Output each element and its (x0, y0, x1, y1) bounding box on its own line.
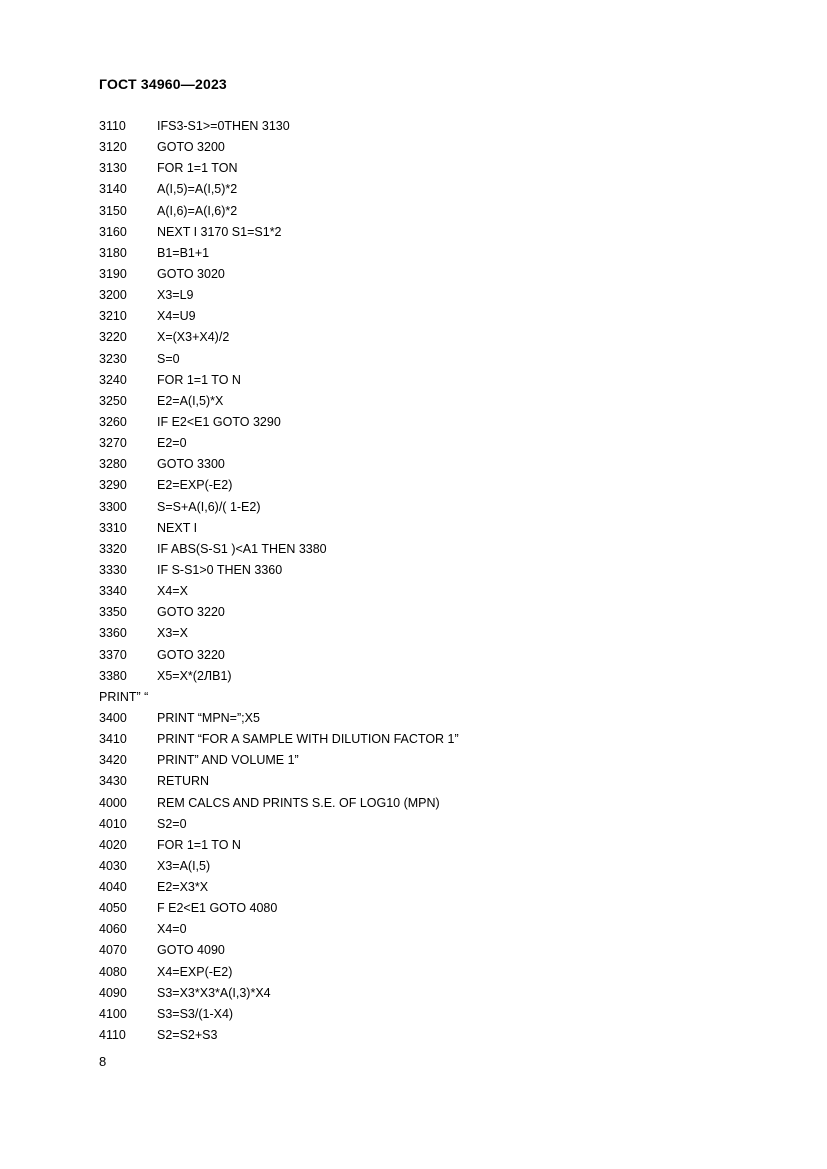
code-line (99, 750, 719, 771)
code-line (99, 940, 719, 961)
code-line (99, 919, 719, 940)
line-number: 3210 (99, 309, 127, 324)
line-statement: F E2<E1 GOTO 4080 (157, 901, 278, 916)
code-line (99, 666, 719, 687)
code-line (99, 877, 719, 898)
code-line (99, 158, 719, 179)
line-statement: IF E2<E1 GOTO 3290 (157, 414, 281, 429)
code-line (99, 793, 719, 814)
line-number: 4060 (99, 922, 127, 937)
line-number: 3280 (99, 457, 127, 472)
code-line (99, 729, 719, 750)
code-line (99, 645, 719, 666)
code-line (99, 687, 719, 708)
code-line (99, 962, 719, 983)
code-line (99, 243, 719, 264)
line-statement: RETURN (157, 774, 210, 789)
line-statement: FOR 1=1 TO N (157, 837, 241, 852)
code-line (99, 856, 719, 877)
line-statement: E2=0 (157, 436, 187, 451)
line-number: 3240 (99, 372, 127, 387)
line-number: 4050 (99, 901, 127, 916)
line-statement: NEXT I 3170 S1=S1*2 (157, 224, 282, 239)
line-number: 3180 (99, 245, 127, 260)
line-statement: X5=X*(2ЛВ1) (157, 668, 232, 683)
line-statement: GOTO 3300 (157, 457, 225, 472)
line-number: PRINT” “ (99, 689, 149, 704)
line-statement: S2=S2+S3 (157, 1028, 218, 1043)
line-number: 3380 (99, 668, 127, 683)
code-line (99, 539, 719, 560)
line-statement: S2=0 (157, 816, 187, 831)
code-line (99, 1025, 719, 1046)
line-number: 3320 (99, 541, 127, 556)
line-number: 3200 (99, 288, 127, 303)
line-statement: X4=U9 (157, 309, 196, 324)
code-line (99, 285, 719, 306)
line-number: 3230 (99, 351, 127, 366)
line-number: 3370 (99, 647, 127, 662)
line-number: 3220 (99, 330, 127, 345)
line-statement: FOR 1=1 TON (157, 161, 238, 176)
line-statement: X3=A(I,5) (157, 858, 211, 873)
line-statement: GOTO 4090 (157, 943, 225, 958)
code-line (99, 835, 719, 856)
line-statement: GOTO 3220 (157, 647, 225, 662)
line-statement: X3=X (157, 626, 188, 641)
line-number: 3290 (99, 478, 127, 493)
code-line (99, 179, 719, 200)
code-line (99, 137, 719, 158)
line-number: 3300 (99, 499, 127, 514)
line-statement: IF ABS(S-S1 )<A1 THEN 3380 (157, 541, 327, 556)
line-number: 3340 (99, 584, 127, 599)
line-number: 3250 (99, 393, 127, 408)
code-line (99, 518, 719, 539)
line-number: 3420 (99, 753, 127, 768)
line-statement: A(I,5)=A(I,5)*2 (157, 182, 238, 197)
line-statement: PRINT “FOR A SAMPLE WITH DILUTION FACTOR 1” (157, 732, 459, 747)
line-number: 4040 (99, 880, 127, 895)
line-number: 4070 (99, 943, 127, 958)
code-line (99, 433, 719, 454)
code-line (99, 116, 719, 137)
document-header: ГОСТ 34960—2023 (99, 76, 227, 92)
code-line (99, 983, 719, 1004)
code-line (99, 264, 719, 285)
code-line (99, 497, 719, 518)
line-number: 3430 (99, 774, 127, 789)
line-statement: FOR 1=1 TO N (157, 372, 241, 387)
code-line (99, 412, 719, 433)
line-number: 4020 (99, 837, 127, 852)
line-number: 3110 (99, 119, 126, 133)
code-listing (99, 116, 719, 1046)
line-statement: X4=EXP(-E2) (157, 964, 233, 979)
code-line (99, 201, 719, 222)
line-number: 3270 (99, 436, 127, 451)
line-statement: GOTO 3200 (157, 140, 225, 155)
line-number: 3350 (99, 605, 127, 620)
line-number: 3310 (99, 520, 127, 535)
line-number: 3330 (99, 562, 127, 577)
line-statement: S3=S3/(1-X4) (157, 1006, 234, 1021)
code-line (99, 898, 719, 919)
code-line (99, 623, 719, 644)
code-line (99, 771, 719, 792)
line-statement: A(I,6)=A(I,6)*2 (157, 203, 238, 218)
line-statement: REM CALCS AND PRINTS S.E. OF LOG10 (MPN) (157, 795, 440, 810)
line-number: 4010 (99, 816, 127, 831)
line-statement: X4=0 (157, 922, 187, 937)
line-number: 3120 (99, 140, 127, 155)
line-number: 3140 (99, 182, 127, 197)
line-number: 4110 (99, 1028, 126, 1043)
line-statement: IFS3-S1>=0THEN 3130 (157, 119, 290, 133)
code-line (99, 475, 719, 496)
line-number: 3150 (99, 203, 127, 218)
code-line (99, 602, 719, 623)
code-line (99, 814, 719, 835)
code-line (99, 349, 719, 370)
line-number: 3130 (99, 161, 127, 176)
code-line (99, 560, 719, 581)
code-line (99, 708, 719, 729)
code-line (99, 306, 719, 327)
line-statement: E2=X3*X (157, 880, 209, 895)
line-statement: X=(X3+X4)/2 (157, 330, 230, 345)
line-statement: IF S-S1>0 THEN 3360 (157, 562, 283, 577)
code-line (99, 327, 719, 348)
line-number: 4080 (99, 964, 127, 979)
line-statement: PRINT “MPN=”;X5 (157, 710, 260, 725)
code-line (99, 454, 719, 475)
line-number: 3190 (99, 266, 127, 281)
line-statement: S=0 (157, 351, 180, 366)
line-statement: PRINT” AND VOLUME 1” (157, 753, 299, 768)
line-statement: NEXT I (157, 520, 198, 535)
line-number: 4090 (99, 985, 127, 1000)
line-number: 4030 (99, 858, 127, 873)
line-number: 3260 (99, 414, 127, 429)
code-line (99, 370, 719, 391)
line-statement: X4=X (157, 584, 188, 599)
code-line (99, 391, 719, 412)
line-number: 3400 (99, 710, 127, 725)
line-statement: X3=L9 (157, 288, 194, 303)
line-number: 4100 (99, 1006, 127, 1021)
code-line (99, 222, 719, 243)
line-statement: GOTO 3020 (157, 266, 225, 281)
line-statement: B1=B1+1 (157, 245, 210, 260)
line-statement: S=S+A(I,6)/( 1-E2) (157, 499, 261, 514)
line-number: 3160 (99, 224, 127, 239)
line-number: 3360 (99, 626, 127, 641)
code-line (99, 1004, 719, 1025)
line-number: 3410 (99, 732, 127, 747)
line-statement: GOTO 3220 (157, 605, 225, 620)
line-statement: E2=EXP(-E2) (157, 478, 233, 493)
page-number: 8 (99, 1054, 107, 1069)
code-line (99, 581, 719, 602)
line-statement: E2=A(I,5)*X (157, 393, 224, 408)
line-statement: S3=X3*X3*A(I,3)*X4 (157, 985, 271, 1000)
line-number: 4000 (99, 795, 127, 810)
